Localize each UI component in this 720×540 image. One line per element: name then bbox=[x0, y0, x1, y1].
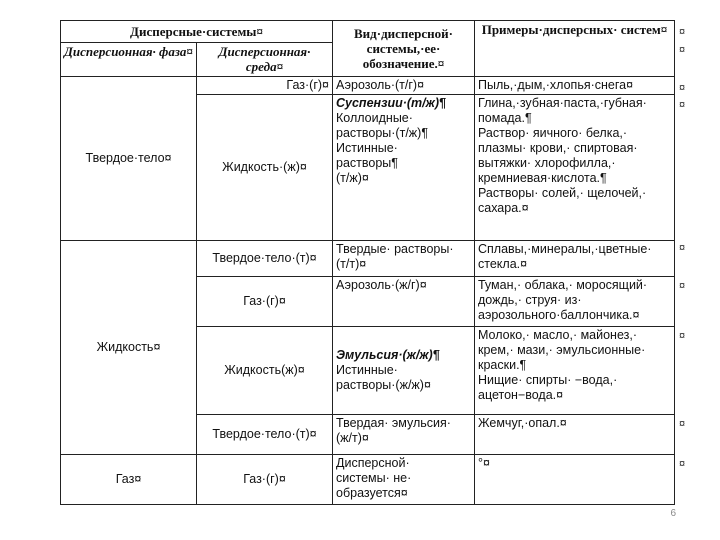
medium-cell: Газ·(г)¤ bbox=[197, 277, 333, 327]
phase-gas: Газ¤ bbox=[61, 455, 197, 505]
end-of-row-mark: ¤ bbox=[679, 44, 686, 56]
examples-line: сахара.¤ bbox=[478, 201, 529, 215]
end-of-row-mark: ¤ bbox=[679, 26, 686, 38]
examples-cell: Пыль,·дым,·хлопья·снега¤ bbox=[475, 77, 675, 95]
examples-line: аэрозольного·баллончика.¤ bbox=[478, 308, 640, 322]
examples-line: крем,· мази,· эмульсионные· bbox=[478, 343, 646, 357]
type-line: образуется¤ bbox=[336, 486, 408, 500]
medium-cell: Газ·(г)¤ bbox=[197, 455, 333, 505]
examples-cell bbox=[475, 241, 675, 277]
type-line: Дисперсной· bbox=[336, 456, 410, 470]
examples-line: кремниевая·кислота.¶ bbox=[478, 171, 607, 185]
type-cell bbox=[333, 95, 475, 241]
header-disperse-systems: Дисперсные·системы¤ bbox=[61, 21, 333, 43]
examples-line: краски.¶ bbox=[478, 358, 527, 372]
type-line: растворы·(т/ж)¶ bbox=[336, 126, 429, 140]
table-row bbox=[61, 455, 675, 505]
phase-liquid: Жидкость¤ bbox=[61, 241, 197, 455]
end-of-row-mark: ¤ bbox=[679, 280, 686, 292]
examples-line: вытяжки· хлорофилла,· bbox=[478, 156, 616, 170]
end-of-row-mark: ¤ bbox=[679, 242, 686, 254]
examples-line: Глина,·зубная·паста,·губная· bbox=[478, 96, 647, 110]
medium-cell: Твердое·тело·(т)¤ bbox=[197, 241, 333, 277]
table-header-row bbox=[61, 21, 675, 43]
type-cell bbox=[333, 327, 475, 415]
end-of-row-mark: ¤ bbox=[679, 99, 686, 111]
examples-line: плазмы· крови,· спиртовая· bbox=[478, 141, 638, 155]
type-line: Эмульсия·(ж/ж)¶ bbox=[336, 348, 440, 362]
examples-cell: Жемчуг,·опал.¤ bbox=[475, 415, 675, 455]
table-row bbox=[61, 77, 675, 95]
examples-cell bbox=[475, 327, 675, 415]
type-line: (ж/т)¤ bbox=[336, 431, 369, 445]
header-examples: Примеры·дисперсных· систем¤ bbox=[475, 21, 675, 77]
type-cell bbox=[333, 415, 475, 455]
header-system-type: Вид·дисперсной· системы,·ее· обозначение.¤ bbox=[333, 21, 475, 77]
type-line: Истинные· bbox=[336, 363, 398, 377]
phase-solid: Твердое·тело¤ bbox=[61, 77, 197, 241]
type-line: растворы¶ bbox=[336, 156, 398, 170]
type-line: Истинные· bbox=[336, 141, 398, 155]
type-line: растворы·(ж/ж)¤ bbox=[336, 378, 431, 392]
type-line: Твердая· эмульсия· bbox=[336, 416, 451, 430]
type-line: системы· не· bbox=[336, 471, 412, 485]
examples-cell bbox=[475, 277, 675, 327]
examples-line: Молоко,· масло,· майонез,· bbox=[478, 328, 638, 342]
examples-cell: °¤ bbox=[475, 455, 675, 505]
medium-cell: Жидкость(ж)¤ bbox=[197, 327, 333, 415]
type-line: (т/т)¤ bbox=[336, 257, 367, 271]
type-cell bbox=[333, 241, 475, 277]
medium-cell: Жидкость·(ж)¤ bbox=[197, 95, 333, 241]
examples-line: дождь,· струя· из· bbox=[478, 293, 582, 307]
type-cell: Аэрозоль·(ж/г)¤ bbox=[333, 277, 475, 327]
table-row bbox=[61, 241, 675, 277]
header-dispersed-phase: Дисперсионная· фаза¤ bbox=[61, 43, 197, 77]
type-line: Коллоидные· bbox=[336, 111, 413, 125]
medium-cell: Твердое·тело·(т)¤ bbox=[197, 415, 333, 455]
type-cell: Аэрозоль·(т/г)¤ bbox=[333, 77, 475, 95]
end-of-row-mark: ¤ bbox=[679, 330, 686, 342]
type-line: (т/ж)¤ bbox=[336, 171, 369, 185]
disperse-systems-table bbox=[60, 20, 675, 505]
medium-cell: Газ·(г)¤ bbox=[197, 77, 333, 95]
examples-line: ацетон−вода.¤ bbox=[478, 388, 564, 402]
examples-line: Раствор· яичного· белка,· bbox=[478, 126, 628, 140]
type-line: Твердые· растворы· bbox=[336, 242, 454, 256]
type-line: Суспензии·(т/ж)¶ bbox=[336, 96, 446, 110]
examples-line: Туман,· облака,· моросящий· bbox=[478, 278, 648, 292]
end-of-row-mark: ¤ bbox=[679, 82, 686, 94]
end-of-row-mark: ¤ bbox=[679, 458, 686, 470]
examples-line: Растворы· солей,· щелочей,· bbox=[478, 186, 647, 200]
examples-line: стекла.¤ bbox=[478, 257, 528, 271]
end-of-row-mark: ¤ bbox=[679, 418, 686, 430]
header-dispersion-medium: Дисперсионная· среда¤ bbox=[197, 43, 333, 77]
type-cell bbox=[333, 455, 475, 505]
examples-line: Нищие· спирты· −вода,· bbox=[478, 373, 618, 387]
examples-line: Сплавы,·минералы,·цветные· bbox=[478, 242, 652, 256]
examples-line: помада.¶ bbox=[478, 111, 532, 125]
page-number: 6 bbox=[670, 508, 676, 519]
examples-cell bbox=[475, 95, 675, 241]
